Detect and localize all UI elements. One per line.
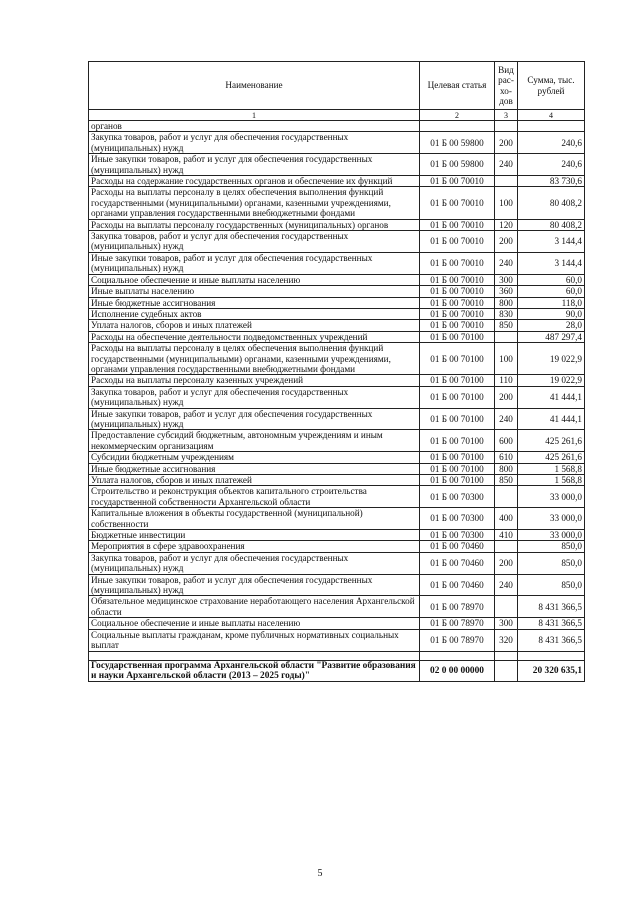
row-code: 01 Б 00 70010 bbox=[420, 297, 495, 308]
row-name: Иные закупки товаров, работ и услуг для обеспечения государственных (муниципальных) нужд bbox=[89, 408, 420, 430]
row-sum: 41 444,1 bbox=[518, 386, 585, 408]
row-sum: 33 000,0 bbox=[518, 486, 585, 508]
row-sum: 3 144,4 bbox=[518, 231, 585, 253]
row-expense-type: 800 bbox=[495, 463, 518, 474]
row-code bbox=[420, 121, 495, 132]
row-code: 01 Б 00 78970 bbox=[420, 596, 495, 618]
row-code: 01 Б 00 70010 bbox=[420, 308, 495, 319]
table-row bbox=[89, 596, 585, 618]
row-code: 01 Б 00 70010 bbox=[420, 286, 495, 297]
row-name: Уплата налогов, сборов и иных платежей bbox=[89, 320, 420, 331]
table-row bbox=[89, 154, 585, 176]
row-sum: 19 022,9 bbox=[518, 375, 585, 386]
row-expense-type bbox=[495, 176, 518, 187]
row-name: Бюджетные инвестиции bbox=[89, 530, 420, 541]
table-header-row bbox=[89, 62, 585, 110]
table-row bbox=[89, 552, 585, 574]
row-sum: 80 408,2 bbox=[518, 187, 585, 219]
row-expense-type: 300 bbox=[495, 274, 518, 285]
row-name: Иные закупки товаров, работ и услуг для обеспечения государственных (муниципальных) нужд bbox=[89, 154, 420, 176]
row-sum: 80 408,2 bbox=[518, 219, 585, 230]
row-name: Социальные выплаты гражданам, кроме публичных нормативных социальных выплат bbox=[89, 629, 420, 651]
row-name: Строительство и реконструкция объектов капитального строительства государственной собственности Архангельской области bbox=[89, 486, 420, 508]
table-row bbox=[89, 475, 585, 486]
row-name: органов bbox=[89, 121, 420, 132]
row-sum: 1 568,8 bbox=[518, 475, 585, 486]
row-code: 01 Б 00 70300 bbox=[420, 508, 495, 530]
row-name: Расходы на содержание государственных органов и обеспечение их функций bbox=[89, 176, 420, 187]
table-row bbox=[89, 252, 585, 274]
row-name: Расходы на выплаты персоналу в целях обеспечения выполнения функций государственными (муниципальными) органами, казенными учреждениями, органами управления государственными внебюджетными фондами bbox=[89, 187, 420, 219]
row-sum: 240,6 bbox=[518, 132, 585, 154]
row-sum: 33 000,0 bbox=[518, 508, 585, 530]
table-row bbox=[89, 530, 585, 541]
page-number: 5 bbox=[317, 868, 323, 879]
row-expense-type bbox=[495, 486, 518, 508]
row-name: Социальное обеспечение и иные выплаты населению bbox=[89, 274, 420, 285]
table-row bbox=[89, 463, 585, 474]
row-sum: 118,0 bbox=[518, 297, 585, 308]
row-name: Закупка товаров, работ и услуг для обеспечения государственных (муниципальных) нужд bbox=[89, 132, 420, 154]
row-code: 01 Б 00 70300 bbox=[420, 486, 495, 508]
row-sum: 19 022,9 bbox=[518, 343, 585, 375]
row-code: 01 Б 00 70460 bbox=[420, 574, 495, 596]
row-name: Закупка товаров, работ и услуг для обеспечения государственных (муниципальных) нужд bbox=[89, 231, 420, 253]
table-row bbox=[89, 320, 585, 331]
row-code: 01 Б 00 70100 bbox=[420, 430, 495, 452]
row-expense-type: 110 bbox=[495, 375, 518, 386]
row-code: 01 Б 00 70010 bbox=[420, 176, 495, 187]
header-sum: Сумма, тыс. рублей bbox=[518, 62, 585, 110]
row-code: 01 Б 00 70100 bbox=[420, 452, 495, 463]
row-sum: 60,0 bbox=[518, 274, 585, 285]
row-sum: 8 431 366,5 bbox=[518, 596, 585, 618]
row-code: 01 Б 00 70100 bbox=[420, 331, 495, 342]
table-row bbox=[89, 343, 585, 375]
row-name: Расходы на обеспечение деятельности подведомственных учреждений bbox=[89, 331, 420, 342]
row-expense-type: 300 bbox=[495, 618, 518, 629]
row-name: Закупка товаров, работ и услуг для обеспечения государственных (муниципальных) нужд bbox=[89, 386, 420, 408]
total-row bbox=[89, 660, 585, 682]
table-row bbox=[89, 408, 585, 430]
row-code: 01 Б 00 70010 bbox=[420, 274, 495, 285]
row-code: 01 Б 00 70100 bbox=[420, 463, 495, 474]
row-expense-type bbox=[495, 596, 518, 618]
row-expense-type bbox=[495, 121, 518, 132]
row-name: Уплата налогов, сборов и иных платежей bbox=[89, 475, 420, 486]
row-sum: 3 144,4 bbox=[518, 252, 585, 274]
row-name: Социальное обеспечение и иные выплаты населению bbox=[89, 618, 420, 629]
row-sum: 425 261,6 bbox=[518, 452, 585, 463]
row-code: 01 Б 00 78970 bbox=[420, 629, 495, 651]
row-name: Иные закупки товаров, работ и услуг для обеспечения государственных (муниципальных) нужд bbox=[89, 574, 420, 596]
table-body bbox=[89, 121, 585, 652]
row-name: Иные выплаты населению bbox=[89, 286, 420, 297]
table-row bbox=[89, 508, 585, 530]
row-code: 01 Б 00 70010 bbox=[420, 187, 495, 219]
row-expense-type: 200 bbox=[495, 552, 518, 574]
table-row bbox=[89, 375, 585, 386]
table-row bbox=[89, 452, 585, 463]
row-expense-type: 850 bbox=[495, 475, 518, 486]
row-sum: 850,0 bbox=[518, 574, 585, 596]
header-target-article: Целевая статья bbox=[420, 62, 495, 110]
row-expense-type: 850 bbox=[495, 320, 518, 331]
row-sum: 240,6 bbox=[518, 154, 585, 176]
row-expense-type: 120 bbox=[495, 219, 518, 230]
row-code: 01 Б 00 70100 bbox=[420, 343, 495, 375]
row-expense-type: 240 bbox=[495, 252, 518, 274]
row-sum: 487 297,4 bbox=[518, 331, 585, 342]
table-row bbox=[89, 121, 585, 132]
row-expense-type: 600 bbox=[495, 430, 518, 452]
row-expense-type: 800 bbox=[495, 297, 518, 308]
row-name: Мероприятия в сфере здравоохранения bbox=[89, 541, 420, 552]
row-name: Закупка товаров, работ и услуг для обеспечения государственных (муниципальных) нужд bbox=[89, 552, 420, 574]
spacer-row bbox=[89, 651, 585, 660]
row-expense-type: 200 bbox=[495, 132, 518, 154]
total-expense-type bbox=[495, 660, 518, 682]
row-name: Предоставление субсидий бюджетным, автономным учреждениям и иным некоммерческим организациям bbox=[89, 430, 420, 452]
row-code: 01 Б 00 70010 bbox=[420, 219, 495, 230]
row-sum: 60,0 bbox=[518, 286, 585, 297]
row-name: Иные закупки товаров, работ и услуг для обеспечения государственных (муниципальных) нужд bbox=[89, 252, 420, 274]
row-expense-type: 240 bbox=[495, 574, 518, 596]
row-code: 01 Б 00 70460 bbox=[420, 552, 495, 574]
row-code: 01 Б 00 70010 bbox=[420, 320, 495, 331]
row-sum bbox=[518, 121, 585, 132]
table-row bbox=[89, 187, 585, 219]
row-expense-type: 610 bbox=[495, 452, 518, 463]
row-sum: 90,0 bbox=[518, 308, 585, 319]
row-expense-type: 200 bbox=[495, 231, 518, 253]
row-name: Исполнение судебных актов bbox=[89, 308, 420, 319]
total-sum: 20 320 635,1 bbox=[518, 660, 585, 682]
row-sum: 850,0 bbox=[518, 552, 585, 574]
row-sum: 850,0 bbox=[518, 541, 585, 552]
column-number: 4 bbox=[518, 110, 585, 121]
row-expense-type: 360 bbox=[495, 286, 518, 297]
table-row bbox=[89, 274, 585, 285]
table-row bbox=[89, 486, 585, 508]
table-row bbox=[89, 132, 585, 154]
header-name: Наименование bbox=[89, 62, 420, 110]
table-row bbox=[89, 231, 585, 253]
row-code: 01 Б 00 70100 bbox=[420, 386, 495, 408]
column-number: 1 bbox=[89, 110, 420, 121]
table-row bbox=[89, 219, 585, 230]
table-row bbox=[89, 331, 585, 342]
row-code: 01 Б 00 78970 bbox=[420, 618, 495, 629]
row-sum: 83 730,6 bbox=[518, 176, 585, 187]
row-sum: 8 431 366,5 bbox=[518, 629, 585, 651]
table-row bbox=[89, 574, 585, 596]
row-name: Обязательное медицинское страхование неработающего населения Архангельской области bbox=[89, 596, 420, 618]
row-expense-type bbox=[495, 331, 518, 342]
row-name: Капитальные вложения в объекты государственной (муниципальной) собственности bbox=[89, 508, 420, 530]
budget-table bbox=[88, 61, 585, 682]
table-row bbox=[89, 297, 585, 308]
row-name: Расходы на выплаты персоналу государственных (муниципальных) органов bbox=[89, 219, 420, 230]
row-code: 01 Б 00 70300 bbox=[420, 530, 495, 541]
table-row bbox=[89, 286, 585, 297]
table-row bbox=[89, 618, 585, 629]
row-expense-type: 100 bbox=[495, 343, 518, 375]
row-expense-type: 320 bbox=[495, 629, 518, 651]
row-sum: 41 444,1 bbox=[518, 408, 585, 430]
row-sum: 28,0 bbox=[518, 320, 585, 331]
row-name: Иные бюджетные ассигнования bbox=[89, 297, 420, 308]
row-name: Иные бюджетные ассигнования bbox=[89, 463, 420, 474]
row-sum: 8 431 366,5 bbox=[518, 618, 585, 629]
row-sum: 1 568,8 bbox=[518, 463, 585, 474]
row-expense-type: 200 bbox=[495, 386, 518, 408]
table-row bbox=[89, 176, 585, 187]
table-row bbox=[89, 308, 585, 319]
row-code: 01 Б 00 70100 bbox=[420, 375, 495, 386]
table-row bbox=[89, 430, 585, 452]
table-row bbox=[89, 386, 585, 408]
row-expense-type: 400 bbox=[495, 508, 518, 530]
column-number-row bbox=[89, 110, 585, 121]
column-number: 3 bbox=[495, 110, 518, 121]
row-name: Субсидии бюджетным учреждениям bbox=[89, 452, 420, 463]
header-expense-type: Вид рас-хо-дов bbox=[495, 62, 518, 110]
row-expense-type bbox=[495, 541, 518, 552]
row-expense-type: 830 bbox=[495, 308, 518, 319]
table-row bbox=[89, 629, 585, 651]
row-code: 01 Б 00 70010 bbox=[420, 231, 495, 253]
row-code: 01 Б 00 70100 bbox=[420, 475, 495, 486]
row-code: 01 Б 00 70100 bbox=[420, 408, 495, 430]
table-row bbox=[89, 541, 585, 552]
row-code: 01 Б 00 59800 bbox=[420, 154, 495, 176]
row-code: 01 Б 00 70460 bbox=[420, 541, 495, 552]
row-name: Расходы на выплаты персоналу казенных учреждений bbox=[89, 375, 420, 386]
row-code: 01 Б 00 59800 bbox=[420, 132, 495, 154]
row-name: Расходы на выплаты персоналу в целях обеспечения выполнения функций государственными (муниципальными) органами, казенными учреждениями, органами управления государственными внебюджетными фондами bbox=[89, 343, 420, 375]
row-sum: 33 000,0 bbox=[518, 530, 585, 541]
row-expense-type: 410 bbox=[495, 530, 518, 541]
column-number: 2 bbox=[420, 110, 495, 121]
row-expense-type: 240 bbox=[495, 408, 518, 430]
row-code: 01 Б 00 70010 bbox=[420, 252, 495, 274]
row-expense-type: 240 bbox=[495, 154, 518, 176]
total-name: Государственная программа Архангельской области "Развитие образования и науки Архангельской области (2013 – 2025 годы)" bbox=[89, 660, 420, 682]
row-expense-type: 100 bbox=[495, 187, 518, 219]
row-sum: 425 261,6 bbox=[518, 430, 585, 452]
total-code: 02 0 00 00000 bbox=[420, 660, 495, 682]
